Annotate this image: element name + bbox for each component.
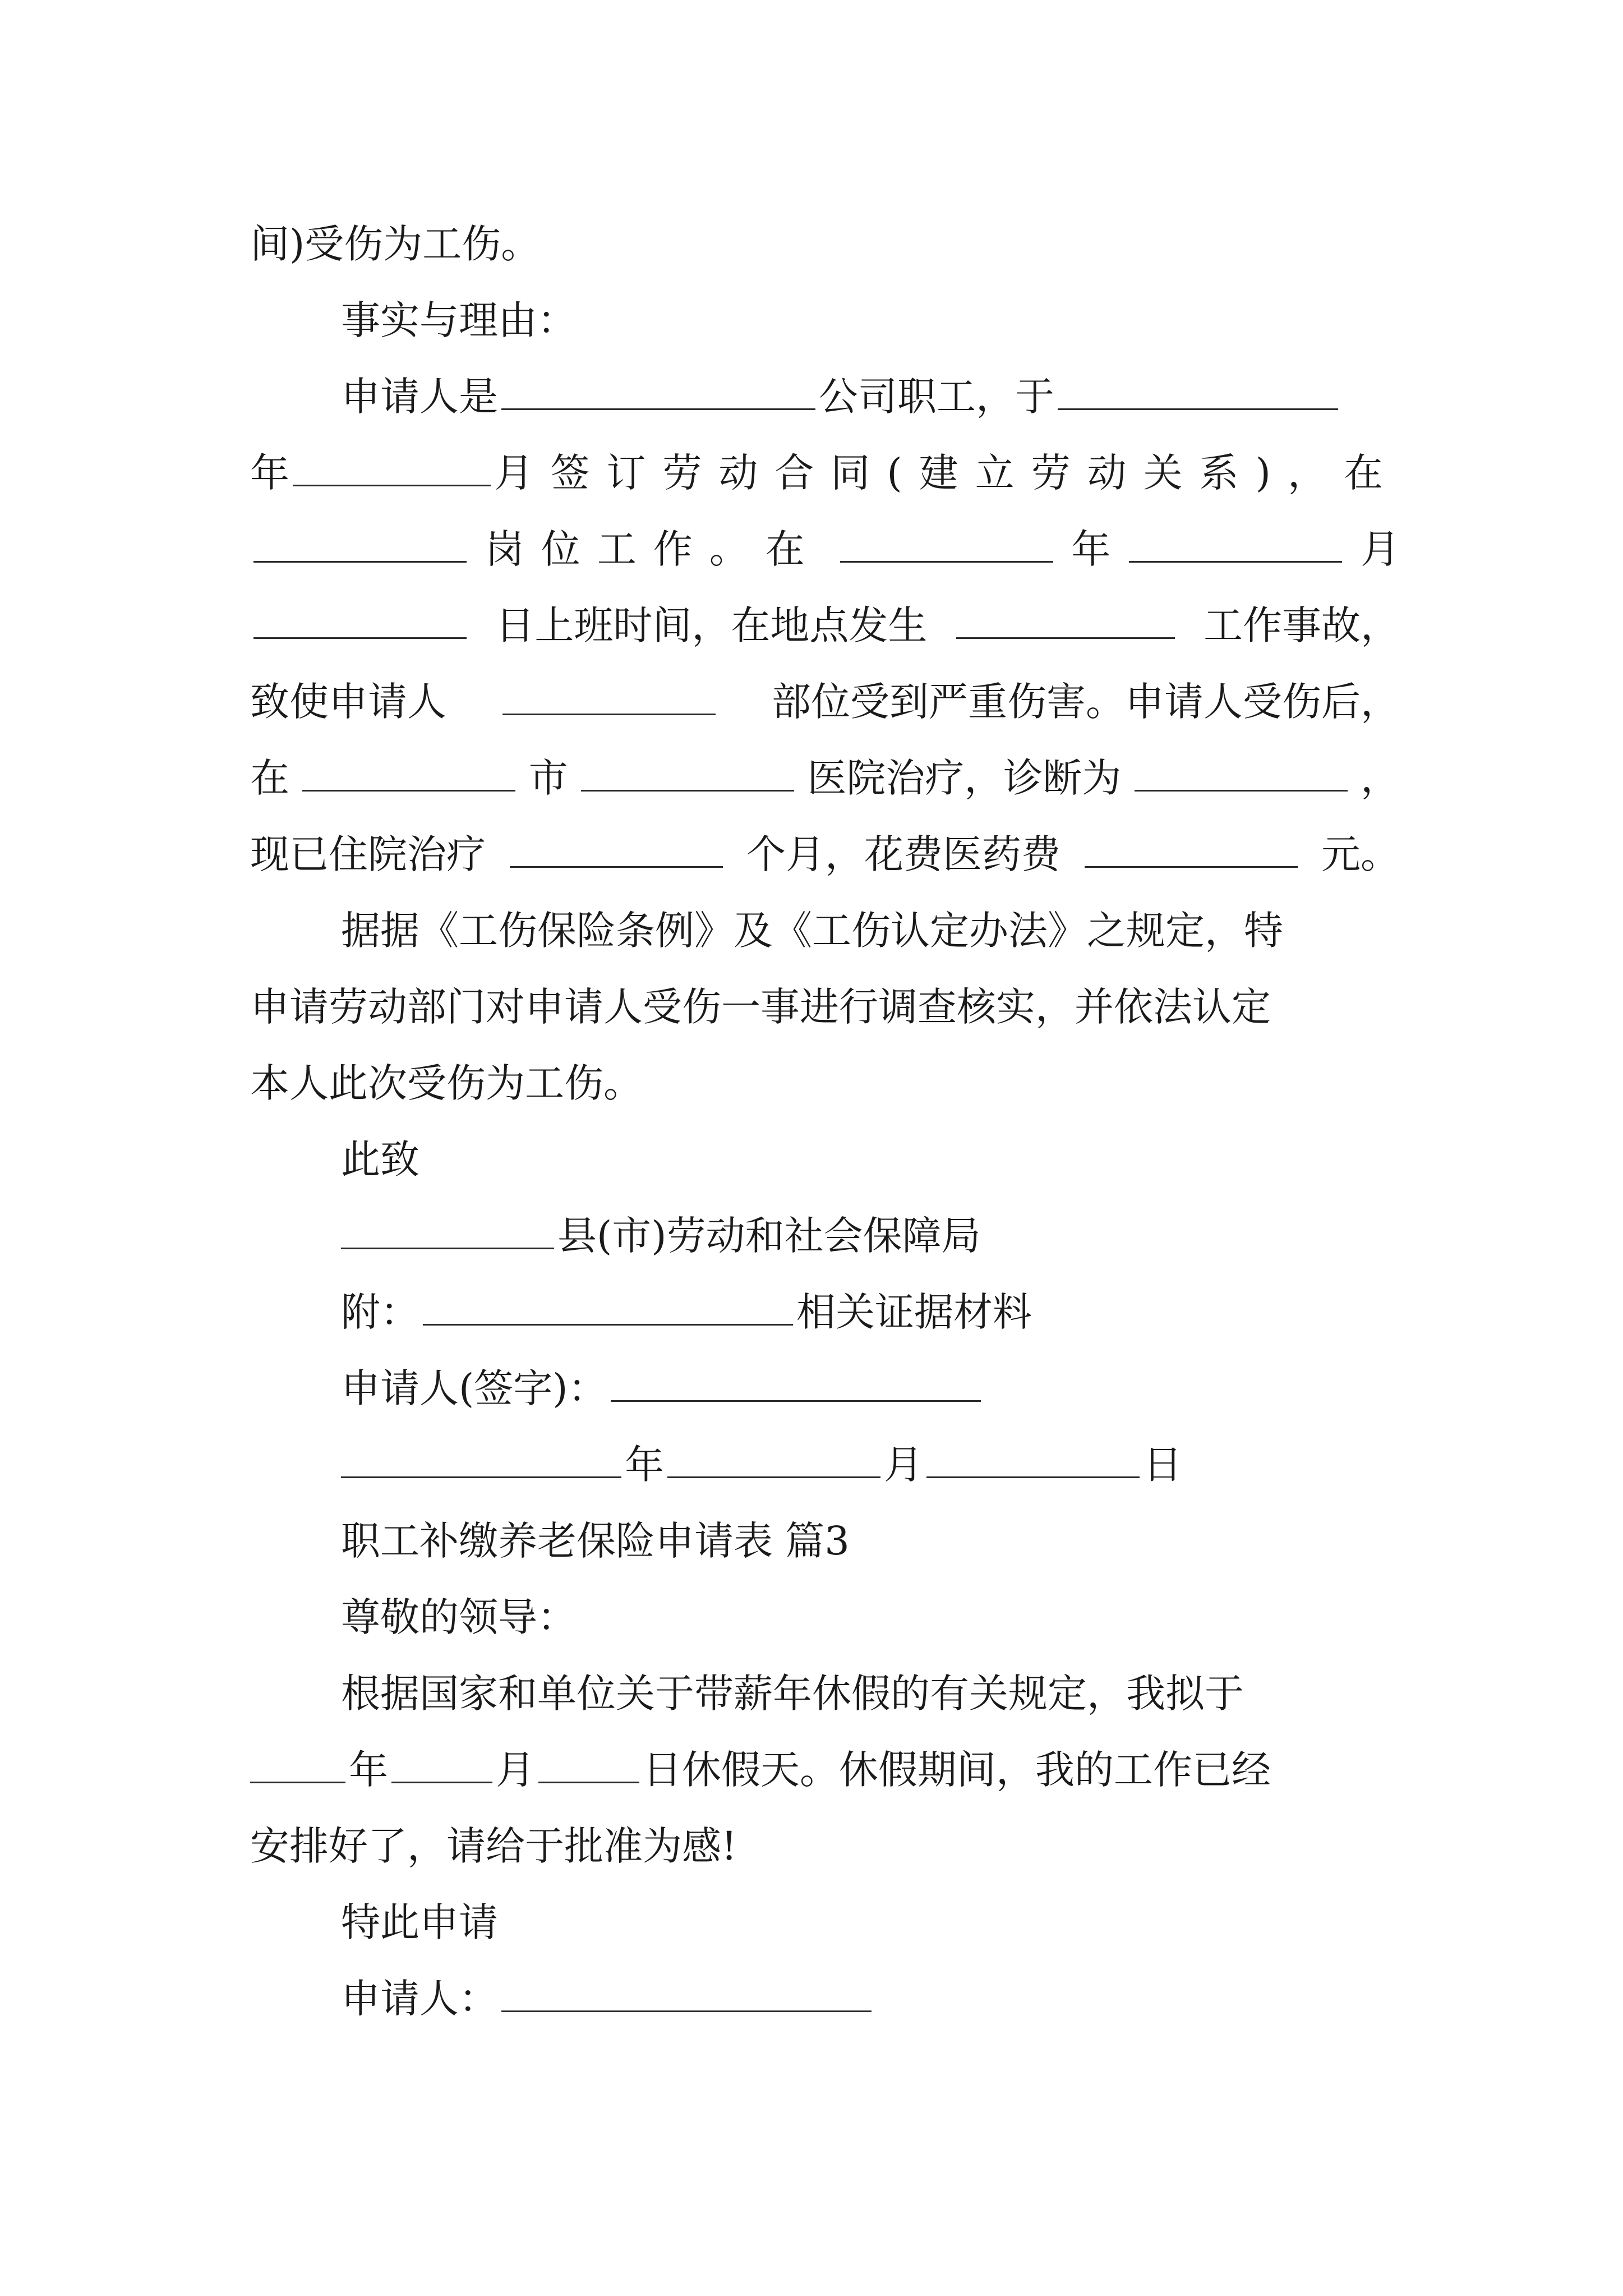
fill-blank[interactable] [501,408,815,410]
text: 个月，花费医药费 [746,831,1061,877]
section-title [341,1503,1400,1579]
text: 申请劳动部门对申请人受伤一事进行调查核实，并依法认定 [250,984,1271,1030]
closing [341,1884,1400,1961]
text: 公司职工，于 [819,374,1054,420]
text: 申请人是 [341,374,498,420]
paragraph-line [250,664,1400,740]
text: 职工补缴养老保险申请表 篇3 [341,1518,850,1564]
paragraph-line [250,1732,1400,1808]
text: 尊敬的领导： [341,1594,577,1640]
text: 日上班时间，在地点发生 [495,602,928,648]
paragraph-line [250,740,1400,816]
fill-blank[interactable] [250,1782,345,1783]
fill-blank[interactable] [253,637,467,639]
fill-blank[interactable] [423,1324,793,1326]
signature-line [341,1350,1400,1427]
fill-blank[interactable] [341,1248,554,1249]
text: 本人此次受伤为工伤。 [250,1060,643,1106]
fill-blank[interactable] [1058,408,1338,410]
paragraph-line [250,1808,1400,1884]
date-line [341,1427,1400,1503]
attachment-line [341,1274,1400,1350]
section-heading [341,282,1400,358]
paragraph-line [250,1045,1400,1121]
paragraph-line [250,206,1400,282]
text: 县(市)劳动和社会保障局 [557,1213,981,1259]
salutation [341,1121,1400,1198]
paragraph-line [250,435,1400,511]
fill-blank[interactable] [302,790,515,792]
text: 据据《工伤保险条例》及《工伤认定办法》之规定，特 [341,908,1283,954]
fill-blank[interactable] [538,1782,639,1783]
text: 间)受伤为工伤。 [250,221,541,267]
text: 工作事故， [1203,602,1400,648]
paragraph-line [250,511,1400,587]
fill-blank[interactable] [502,714,716,715]
fill-blank[interactable] [1085,866,1298,868]
text: 医院治疗，诊断为 [807,755,1122,801]
text: 在 [250,755,289,801]
text: 日休假天。休假期间，我的工作已经 [643,1747,1271,1793]
paragraph-line [250,816,1400,892]
text: 申请人(签字)： [341,1365,607,1411]
text: 年 [250,450,289,496]
fill-blank[interactable] [1129,561,1342,563]
text: 部位受到严重伤害。申请人受伤后， [772,679,1400,725]
text: 岗位工作。在 [485,526,822,572]
text: 年 [1071,526,1111,572]
signature-field[interactable] [501,2010,872,2012]
fill-blank[interactable] [581,790,794,792]
text: 申请人： [341,1976,498,2022]
text: 月 [1360,526,1400,572]
greeting [341,1579,1400,1655]
paragraph-line [341,1655,1400,1732]
text: 月签订劳动合同(建立劳动关系)，在 [494,450,1400,496]
paragraph-line [341,358,1400,435]
text: 安排好了，请给于批准为感! [250,1823,737,1869]
text: 根据国家和单位关于带薪年休假的有关规定，我拟于 [341,1671,1244,1717]
fill-blank[interactable] [667,1476,880,1478]
paragraph-line [341,892,1400,969]
fill-blank[interactable] [293,485,491,486]
fill-blank[interactable] [1135,790,1348,792]
text: 日 [1143,1442,1182,1488]
applicant-line [341,1961,1400,2037]
text: 此致 [341,1137,419,1182]
fill-blank[interactable] [341,1476,621,1478]
fill-blank[interactable] [840,561,1053,563]
paragraph-line [250,587,1400,664]
paragraph-line [250,969,1400,1045]
fill-blank[interactable] [510,866,723,868]
fill-blank[interactable] [391,1782,492,1783]
signature-field[interactable] [611,1400,981,1402]
fill-blank[interactable] [956,637,1175,639]
recipient-line [341,1198,1400,1274]
text: 元。 [1321,831,1400,877]
text: 月 [496,1747,535,1793]
text: 月 [884,1442,923,1488]
text: 年 [625,1442,664,1488]
text: 特此申请 [341,1899,498,1945]
text: 现已住院治疗 [250,831,486,877]
fill-blank[interactable] [253,561,467,563]
text: 年 [349,1747,388,1793]
text: 相关证据材料 [796,1289,1032,1335]
text: 市 [528,755,568,801]
text: 附： [341,1289,419,1335]
text: 致使申请人 [250,679,446,725]
text: 事实与理由： [341,297,577,343]
fill-blank[interactable] [926,1476,1140,1478]
text: ， [1360,755,1400,801]
